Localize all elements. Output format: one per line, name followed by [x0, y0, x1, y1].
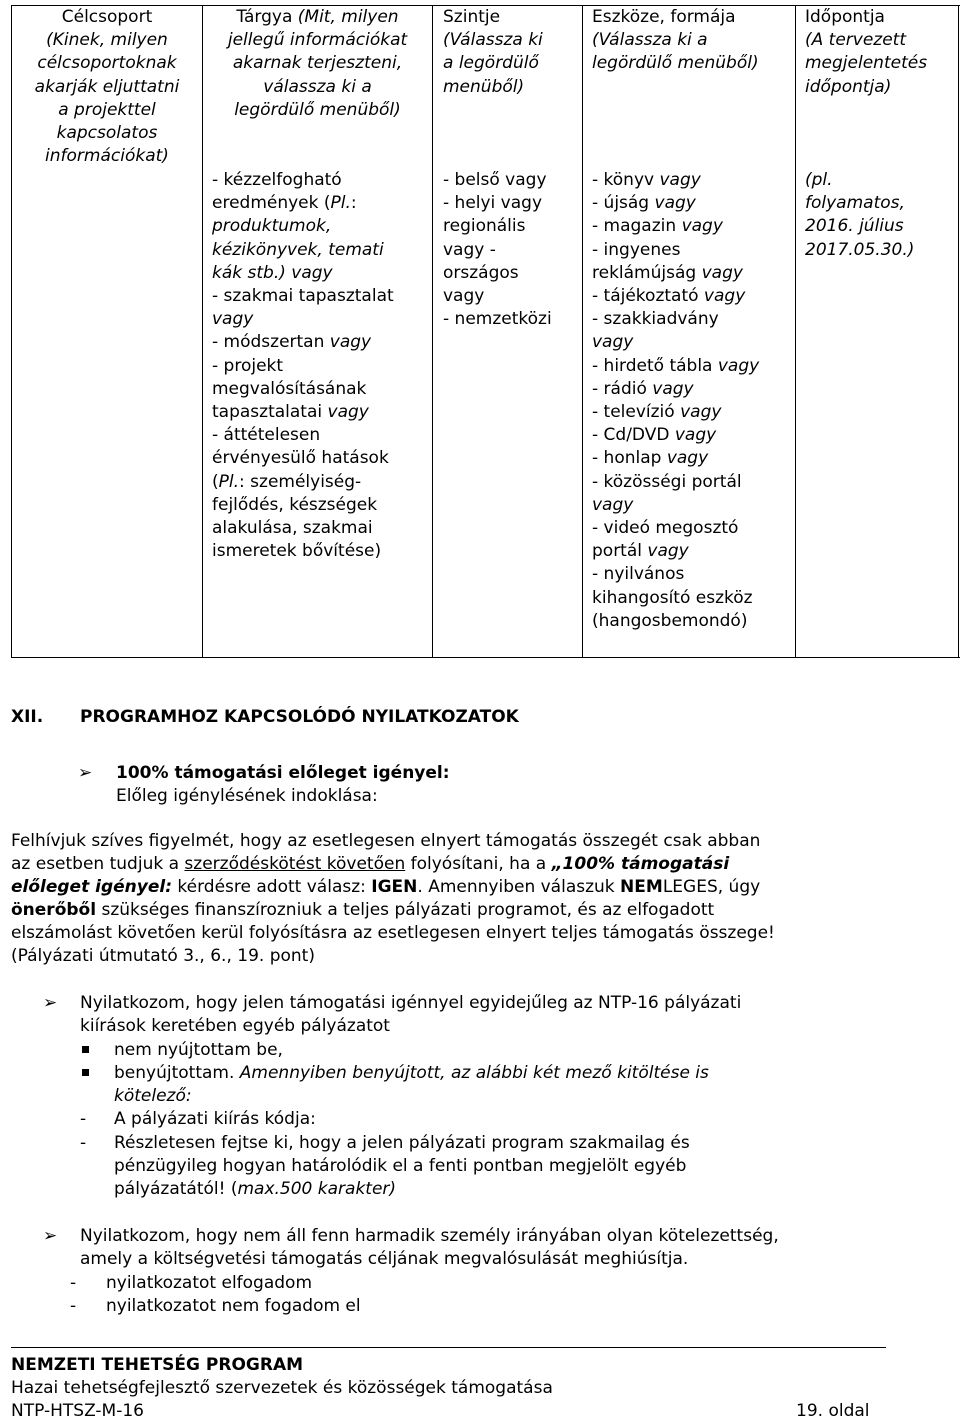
arrow-bullet-icon: ➢ — [43, 993, 58, 1013]
header-line: jellegű információkat — [227, 30, 408, 51]
cell-line: - televízió vagy — [592, 402, 722, 423]
notice-line: az esetben tudjuk a szerződéskötést követően folyósítani, ha a „100% támogatási — [11, 854, 730, 874]
header-line: legördülő menüből) — [234, 99, 401, 120]
cell-line: kézikönyvek, temati — [212, 239, 384, 260]
header-eszkoze — [592, 6, 792, 76]
cell-line: alakulása, szakmai — [212, 518, 373, 539]
square-bullet-icon — [82, 1069, 89, 1076]
cell-line: - magazin vagy — [592, 216, 723, 237]
cell-line: - szakkiadvány — [592, 309, 719, 330]
cell-line: eredmények (Pl.: — [212, 193, 357, 214]
cell-line: - módszertan vagy — [212, 332, 372, 353]
decl1-field: pályázatától! (max.500 karakter) — [114, 1179, 397, 1199]
cell-line: 2017.05.30.) — [805, 239, 915, 260]
header-line: menüből) — [443, 76, 525, 97]
header-line: akarnak terjeszteni, — [232, 53, 403, 74]
notice-line: önerőből szükséges finanszírozniuk a teljes pályázati programot, és az elfogadott — [11, 900, 715, 920]
header-line: a legördülő — [443, 53, 539, 74]
header-targya — [203, 6, 432, 122]
header-idopontja — [805, 6, 955, 99]
cell-line: vagy — [443, 286, 485, 307]
cell-line: - projekt — [212, 355, 284, 376]
cell-line: - tájékoztató vagy — [592, 286, 746, 307]
table-line — [958, 5, 959, 657]
header-line: megjelentetés — [805, 53, 928, 74]
footer-subtitle: Hazai tehetségfejlesztő szervezetek és közösségek támogatása — [11, 1378, 553, 1398]
header-line: (Válassza ki — [443, 30, 543, 51]
notice-line: elszámolást követően kerül folyósításra az esetlegesen elnyert teljes támogatás összege! — [11, 923, 775, 943]
decl2-option[interactable]: nyilatkozatot elfogadom — [106, 1273, 313, 1293]
cell-line: kák stb.) vagy — [212, 262, 333, 283]
advance-subtitle: Előleg igénylésének indoklása: — [116, 786, 378, 806]
eszkoze-cell — [592, 169, 792, 633]
footer-divider — [11, 1347, 886, 1348]
header-line: Célcsoport — [61, 7, 153, 27]
cell-line: (Pl.: személyiség- — [212, 471, 362, 492]
cell-line: regionális — [443, 216, 526, 237]
header-szintje — [443, 6, 582, 99]
cell-line: - belső vagy — [443, 170, 547, 190]
header-line: válassza ki a — [263, 76, 372, 97]
notice-line: előleget igényel: kérdésre adott válasz: IGEN. Amennyiben válaszuk NEMLEGES, úgy — [11, 877, 761, 897]
cell-line: kihangosító eszköz — [592, 587, 753, 608]
footer-code: NTP-HTSZ-M-16 — [11, 1401, 144, 1421]
cell-line: ismeretek bővítése) — [212, 541, 382, 562]
dash-bullet: - — [80, 1133, 87, 1153]
notice-line: Felhívjuk szíves figyelmét, hogy az esetlegesen elnyert támogatás összegét csak abban — [11, 831, 761, 851]
header-line: Tárgya (Mit, milyen — [236, 7, 399, 27]
cell-line: tapasztalatai vagy — [212, 402, 369, 423]
header-line: legördülő menüből) — [592, 53, 759, 74]
cell-line: produktumok, — [212, 216, 332, 237]
idopontja-cell — [805, 169, 955, 262]
cell-line: - közösségi portál — [592, 471, 742, 492]
cell-line: - honlap vagy — [592, 448, 709, 469]
cell-line: reklámújság vagy — [592, 262, 743, 283]
decl1-option[interactable]: nem nyújtottam be, — [114, 1040, 283, 1060]
cell-line: - rádió vagy — [592, 378, 694, 399]
cell-line: - szakmai tapasztalat — [212, 286, 394, 307]
cell-line: 2016. július — [805, 216, 904, 237]
cell-line: vagy - — [443, 239, 496, 260]
cell-line: (hangosbemondó) — [592, 610, 748, 631]
cell-line: - áttételesen — [212, 425, 321, 446]
decl1-line: Nyilatkozom, hogy jelen támogatási igénnyel egyidejűleg az NTP-16 pályázati — [80, 993, 742, 1013]
decl2-line: Nyilatkozom, hogy nem áll fenn harmadik személy irányában olyan kötelezettség, — [80, 1226, 779, 1246]
header-line: (Kinek, milyen — [46, 30, 168, 51]
cell-line: - nyilvános — [592, 564, 685, 585]
cell-line: (pl. — [805, 170, 833, 190]
dash-bullet: - — [80, 1109, 87, 1129]
szintje-cell — [443, 169, 581, 331]
cell-line: fejlődés, készségek — [212, 494, 378, 515]
dash-bullet: - — [70, 1273, 77, 1293]
header-line: információkat) — [45, 146, 169, 167]
cell-line: - helyi vagy — [443, 193, 543, 214]
cell-line: folyamatos, — [805, 193, 905, 214]
cell-line: vagy — [212, 309, 254, 330]
header-line: (Válassza ki a — [592, 30, 708, 51]
dash-bullet: - — [70, 1296, 77, 1316]
page-number: 19. oldal — [796, 1401, 870, 1421]
cell-line: - videó megosztó — [592, 518, 739, 539]
cell-line: - újság vagy — [592, 193, 696, 214]
cell-line: - ingyenes — [592, 239, 681, 260]
header-line: Eszköze, formája — [592, 7, 736, 27]
decl1-note: kötelező: — [114, 1086, 192, 1106]
table-line — [795, 5, 796, 657]
decl2-option[interactable]: nyilatkozatot nem fogadom el — [106, 1296, 361, 1316]
notice-line: (Pályázati útmutató 3., 6., 19. pont) — [11, 946, 315, 966]
footer-title: NEMZETI TEHETSÉG PROGRAM — [11, 1355, 304, 1375]
cell-line: vagy — [592, 332, 634, 353]
decl1-field: Részletesen fejtse ki, hogy a jelen pályázati program szakmailag és — [114, 1133, 690, 1153]
decl1-field: A pályázati kiírás kódja: — [114, 1109, 316, 1129]
decl2-line: amely a költségvetési támogatás céljának megvalósulását meghiúsítja. — [80, 1249, 689, 1269]
cell-line: megvalósításának — [212, 378, 367, 399]
cell-line: portál vagy — [592, 541, 689, 562]
advance-title: 100% támogatási előleget igényel: — [116, 763, 450, 783]
cell-line: országos — [443, 262, 519, 283]
header-line: Szintje — [443, 7, 501, 27]
decl1-option[interactable]: benyújtottam. Amennyiben benyújtott, az alábbi két mező kitöltése is — [114, 1063, 709, 1083]
table-line — [432, 5, 433, 657]
header-line: kapcsolatos — [56, 123, 158, 144]
cell-line: - nemzetközi — [443, 309, 552, 330]
cell-line: - kézzelfogható — [212, 170, 342, 190]
table-line — [582, 5, 583, 657]
targya-cell — [212, 169, 430, 563]
arrow-bullet-icon: ➢ — [43, 1226, 58, 1246]
decl1-field: pénzügyileg hogyan határolódik el a fenti pontban megjelölt egyéb — [114, 1156, 687, 1176]
cell-line: vagy — [592, 494, 634, 515]
cell-line: - hirdető tábla vagy — [592, 355, 760, 376]
header-line: célcsoportoknak — [37, 53, 177, 74]
header-line: akarják eljuttatni — [34, 76, 180, 97]
header-line: Időpontja — [805, 7, 885, 27]
arrow-bullet-icon: ➢ — [78, 763, 93, 783]
header-line: (A tervezett — [805, 30, 907, 51]
square-bullet-icon — [82, 1046, 89, 1053]
cell-line: - könyv vagy — [592, 170, 701, 190]
header-celcsoport — [12, 6, 202, 168]
section-title: PROGRAMHOZ KAPCSOLÓDÓ NYILATKOZATOK — [80, 707, 519, 727]
cell-line: érvényesülő hatások — [212, 448, 389, 469]
decl1-line: kiírások keretében egyéb pályázatot — [80, 1016, 390, 1036]
header-line: a projekttel — [58, 99, 156, 120]
section-number: XII. — [11, 707, 44, 727]
cell-line: - Cd/DVD vagy — [592, 425, 717, 446]
header-line: időpontja) — [805, 76, 892, 97]
